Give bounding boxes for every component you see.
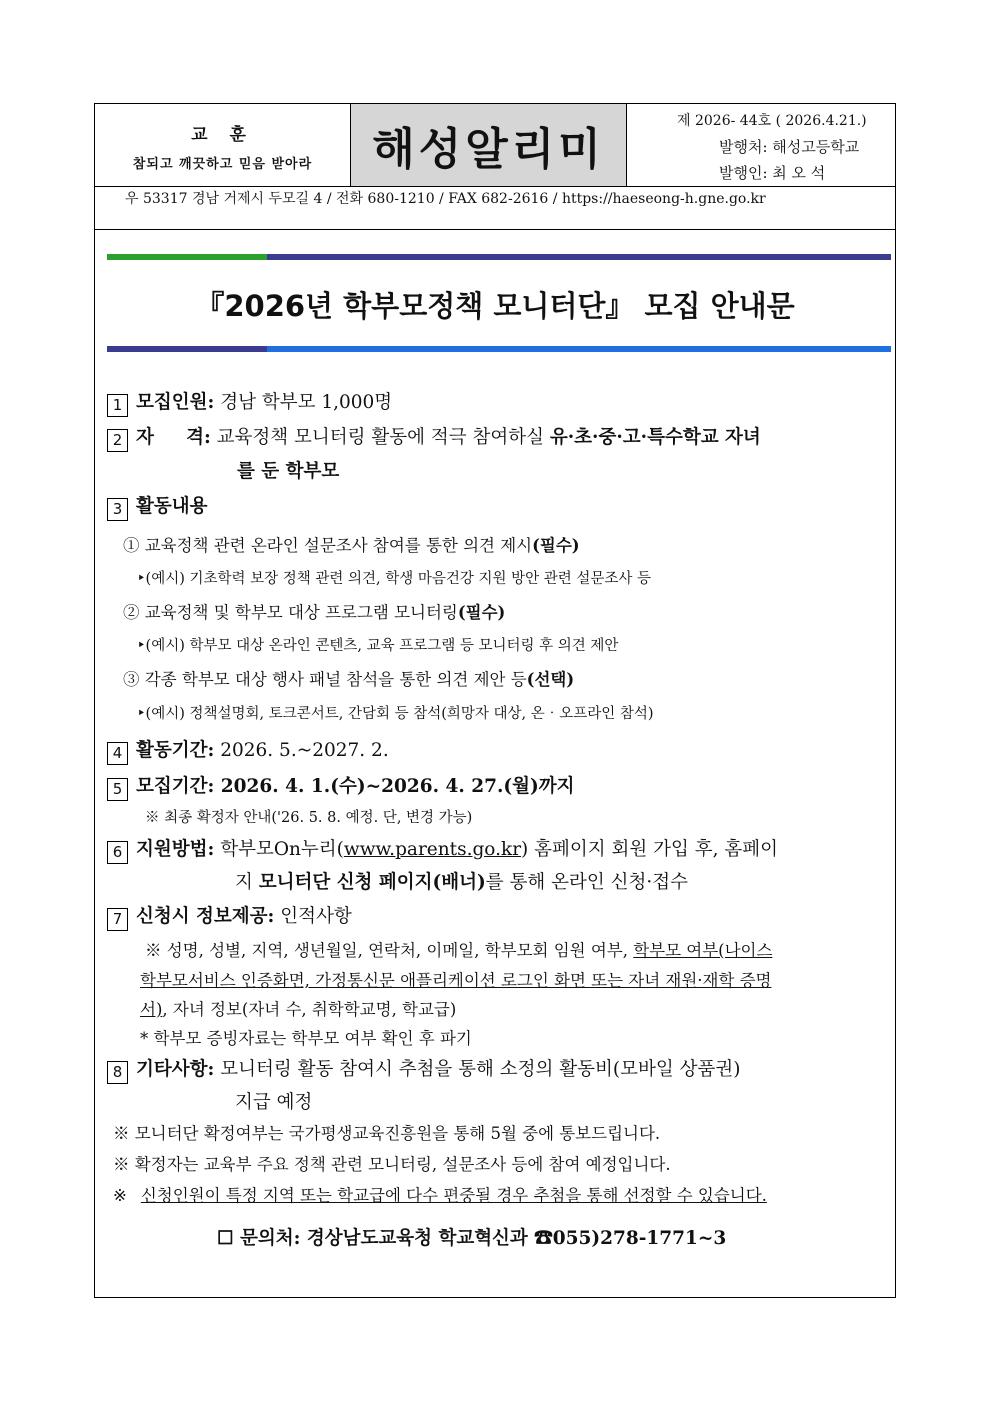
info-text: , 자녀 정보(자녀 수, 취학학교명, 학교급) bbox=[162, 1000, 457, 1019]
note-mark: ※ bbox=[113, 1186, 127, 1205]
school-address: 우 53317 경남 거제시 두모길 4 / 전화 680-1210 / FAX 682-2616 / https://haeseong-h.gne.go.kr bbox=[95, 186, 895, 230]
info-underlined: 학부모 여부(나이스 bbox=[633, 941, 773, 960]
activity-item-3 bbox=[123, 666, 574, 690]
section-label: 자 격: bbox=[136, 427, 211, 448]
section-label: 모집인원: bbox=[136, 392, 215, 413]
activity-item-2 bbox=[123, 599, 505, 623]
section-label: 기타사항: bbox=[136, 1059, 215, 1080]
section-label: 활동기간: bbox=[136, 740, 215, 761]
note-text: 신청인원이 특정 지역 또는 학교급에 다수 편중될 경우 추첨을 통해 선정할 수 있습니다. bbox=[140, 1186, 767, 1205]
section-activities bbox=[107, 492, 207, 521]
section-number: 8 bbox=[107, 1061, 128, 1084]
contact-info: ☐ 문의처: 경상남도교육청 학교혁신과 ☎055)278-1771~3 bbox=[217, 1228, 727, 1249]
activity-example-1: ‣(예시) 기초학력 보장 정책 관련 의견, 학생 마음건강 지원 방안 관련 설문조사 등 bbox=[137, 571, 651, 587]
note-2: ※ 확정자는 교육부 주요 정책 관련 모니터링, 설문조사 등에 참여 예정입니다. bbox=[113, 1155, 671, 1174]
section-text: 모니터링 활동 참여시 추첨을 통해 소정의 활동비(모바일 상품권) bbox=[214, 1059, 741, 1080]
activity-text: ② 교육정책 및 학부모 대상 프로그램 모니터링 bbox=[123, 603, 458, 622]
section-bold-text: 유·초·중·고·특수학교 자녀 bbox=[549, 427, 761, 448]
info-text: ※ 성명, 성별, 지역, 생년월일, 연락처, 이메일, 학부모회 임원 여부, bbox=[145, 941, 634, 960]
motto-title: 교 훈 bbox=[191, 125, 254, 145]
section-eligibility bbox=[107, 423, 761, 452]
activity-text: ① 교육정책 관련 온라인 설문조사 참여를 통한 의견 제시 bbox=[123, 536, 533, 555]
section-apply-method-cont bbox=[235, 868, 688, 894]
issue-number: 제 2026- 44호 ( 2026.4.21.) bbox=[677, 113, 867, 129]
info-line-2: 학부모서비스 인증화면, 가정통신문 애플리케이션 로그인 화면 또는 자녀 재원·재학 증명 bbox=[140, 971, 772, 990]
section-number: 3 bbox=[107, 498, 128, 521]
section-label: 신청시 정보제공: bbox=[136, 906, 275, 927]
document-frame bbox=[94, 103, 896, 1298]
section-recruit-count bbox=[107, 388, 392, 417]
section-label: 지원방법: bbox=[136, 839, 215, 860]
section-text: ) 홈페이지 회원 가입 후, 홈페이 bbox=[521, 839, 779, 860]
section-text: 지 bbox=[235, 872, 259, 893]
newsletter-logo: 해성알리미 bbox=[351, 104, 627, 186]
section-number: 1 bbox=[107, 394, 128, 417]
section-text: 를 통해 온라인 신청·접수 bbox=[485, 872, 688, 893]
section-text: 2026. 4. 1.(수)~2026. 4. 27.(월)까지 bbox=[214, 776, 575, 797]
publication-info bbox=[627, 104, 895, 186]
activity-tag: (필수) bbox=[532, 536, 580, 555]
activity-tag: (필수) bbox=[457, 603, 506, 622]
section-bold-text: 모니터단 신청 페이지(배너) bbox=[258, 872, 486, 893]
section-text: 인적사항 bbox=[274, 906, 352, 927]
section-recruit-period bbox=[107, 772, 575, 801]
section-number: 6 bbox=[107, 841, 128, 864]
info-line-1 bbox=[145, 937, 772, 961]
motto-text: 참되고 깨끗하고 믿음 받아라 bbox=[132, 157, 313, 172]
activity-item-1 bbox=[123, 532, 580, 556]
issuer: 발행인: 최 오 석 bbox=[719, 164, 826, 182]
section-number: 2 bbox=[107, 429, 128, 452]
info-underlined: 서) bbox=[140, 1000, 163, 1019]
section-other-cont: 지급 예정 bbox=[235, 1092, 313, 1113]
info-line-4: * 학부모 증빙자료는 학부모 여부 확인 후 파기 bbox=[140, 1029, 472, 1048]
section-text: 학부모On누리( bbox=[214, 839, 344, 860]
page-title: 『2026년 학부모정책 모니터단』 모집 안내문 bbox=[195, 289, 795, 323]
parents-site-link[interactable]: www.parents.go.kr bbox=[343, 839, 522, 860]
recruit-period-note: ※ 최종 확정자 안내('26. 5. 8. 예정. 단, 변경 가능) bbox=[145, 810, 473, 826]
section-label: 모집기간: bbox=[136, 776, 215, 797]
section-text: 경남 학부모 1,000명 bbox=[214, 392, 393, 413]
section-text: 교육정책 모니터링 활동에 적극 참여하실 bbox=[210, 427, 550, 448]
title-bar-bottom-blue bbox=[267, 346, 891, 352]
section-eligibility-cont bbox=[237, 457, 339, 483]
title-bar-top-green bbox=[107, 254, 267, 260]
section-label: 활동내용 bbox=[136, 496, 208, 517]
section-info-provided bbox=[107, 902, 352, 931]
title-bar-top-navy bbox=[267, 254, 891, 260]
section-number: 7 bbox=[107, 908, 128, 931]
note-1: ※ 모니터단 확정여부는 국가평생교육진흥원을 통해 5월 중에 통보드립니다. bbox=[113, 1124, 661, 1143]
section-other bbox=[107, 1055, 740, 1084]
title-bar-bottom-navy bbox=[107, 346, 267, 352]
activity-example-2: ‣(예시) 학부모 대상 온라인 콘텐츠, 교육 프로그램 등 모니터링 후 의견 제안 bbox=[137, 638, 619, 654]
section-activity-period bbox=[107, 736, 389, 765]
section-number: 5 bbox=[107, 778, 128, 801]
note-3 bbox=[113, 1182, 767, 1206]
letterhead bbox=[95, 104, 895, 187]
section-number: 4 bbox=[107, 742, 128, 765]
activity-text: ③ 각종 학부모 대상 행사 패널 참석을 통한 의견 제안 등 bbox=[123, 670, 527, 689]
publisher: 발행처: 해성고등학교 bbox=[719, 138, 860, 156]
section-apply-method bbox=[107, 835, 778, 864]
activity-tag: (선택) bbox=[526, 670, 575, 689]
school-motto-box bbox=[95, 104, 351, 186]
info-line-3 bbox=[140, 996, 456, 1020]
section-bold-text: 를 둔 학부모 bbox=[237, 461, 340, 482]
section-text: 2026. 5.~2027. 2. bbox=[214, 740, 389, 761]
activity-example-3: ‣(예시) 정책설명회, 토크콘서트, 간담회 등 참석(희망자 대상, 온‧오프라인 참석) bbox=[137, 706, 654, 722]
